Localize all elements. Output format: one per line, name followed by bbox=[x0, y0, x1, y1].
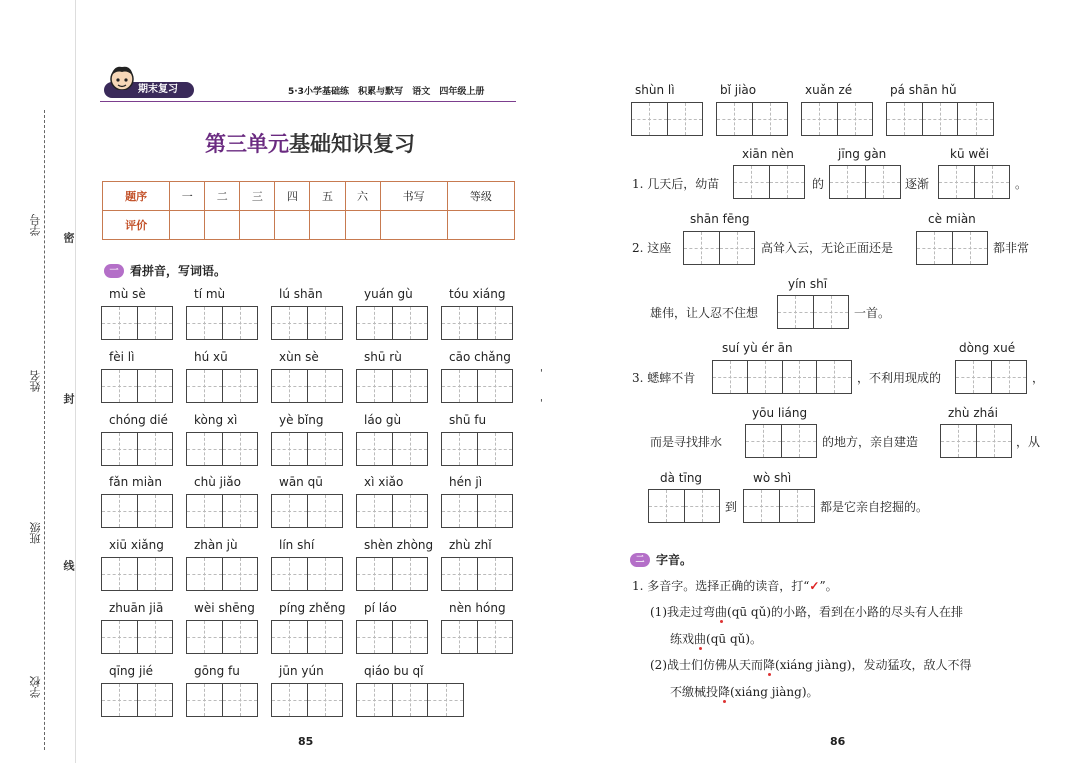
writing-box[interactable] bbox=[801, 102, 873, 136]
writing-box[interactable] bbox=[101, 494, 173, 528]
page-edge-line bbox=[75, 0, 76, 763]
writing-box[interactable] bbox=[441, 432, 513, 466]
sentence-3-line3-end: 都是它亲自挖掘的。 bbox=[820, 500, 929, 514]
seal-label-class: 班级 bbox=[29, 522, 42, 544]
writing-box[interactable] bbox=[441, 369, 513, 403]
pinyin-label: láo gù bbox=[364, 413, 402, 427]
writing-box[interactable] bbox=[441, 494, 513, 528]
writing-box[interactable] bbox=[356, 557, 428, 591]
item-text: 不缴械投 bbox=[670, 685, 719, 699]
writing-box[interactable] bbox=[356, 306, 428, 340]
writing-box[interactable] bbox=[356, 369, 428, 403]
sentence-2-line2: 雄伟，让人忍不住想 bbox=[650, 306, 759, 320]
dotted-char: 降 bbox=[763, 658, 776, 672]
pinyin-label: tí mù bbox=[194, 287, 226, 301]
sentence-1-end: 。 bbox=[1015, 177, 1028, 191]
writing-box[interactable] bbox=[356, 683, 464, 717]
writing-box[interactable] bbox=[716, 102, 788, 136]
grade-table-eval-row bbox=[103, 211, 515, 240]
mascot-icon bbox=[106, 64, 138, 98]
pinyin-label: yōu liáng bbox=[752, 406, 808, 420]
page-title bbox=[0, 128, 620, 158]
grade-cell: 书写 bbox=[380, 182, 447, 211]
pinyin-label: zhàn jù bbox=[194, 538, 238, 552]
writing-box[interactable] bbox=[886, 102, 994, 136]
writing-box[interactable] bbox=[186, 369, 258, 403]
section-1-number: 一 bbox=[104, 264, 124, 278]
writing-box[interactable] bbox=[356, 432, 428, 466]
pinyin-label: bǐ jiào bbox=[720, 83, 757, 97]
grade-cell: 六 bbox=[345, 182, 380, 211]
dotted-char: 曲 bbox=[694, 632, 707, 646]
writing-box[interactable] bbox=[271, 620, 343, 654]
pinyin-label: nèn hóng bbox=[449, 601, 506, 615]
pinyin-label: jīng gàn bbox=[838, 147, 887, 161]
pinyin-label: xuǎn zé bbox=[805, 83, 853, 97]
grade-cell-empty[interactable] bbox=[310, 211, 345, 240]
writing-box[interactable] bbox=[101, 683, 173, 717]
sentence-3-line3-mid: 到 bbox=[725, 500, 738, 514]
question-1-end: ”。 bbox=[819, 579, 838, 593]
pinyin-label: pá shān hǔ bbox=[890, 83, 957, 97]
grade-cell: 一 bbox=[170, 182, 205, 211]
pinyin-label: yè bǐng bbox=[279, 413, 324, 427]
pinyin-label: wèi shēng bbox=[194, 601, 255, 615]
item-2-line-2 bbox=[670, 683, 819, 700]
grade-table bbox=[102, 181, 515, 240]
writing-box[interactable] bbox=[101, 557, 173, 591]
grade-cell: 等级 bbox=[447, 182, 514, 211]
pinyin-label: yín shī bbox=[788, 277, 828, 291]
question-1-text: 1. 多音字。选择正确的读音，打“ bbox=[632, 579, 810, 593]
writing-box[interactable] bbox=[271, 494, 343, 528]
pinyin-label: píng zhěng bbox=[279, 601, 346, 615]
check-mark-icon: ✓ bbox=[809, 579, 820, 593]
seal-mark-feng: 封 bbox=[62, 393, 75, 404]
sentence-2-text: 高耸入云，无论正面还是 bbox=[761, 241, 894, 255]
seal-label-school: 学校 bbox=[29, 676, 42, 698]
item-text: 练戏 bbox=[670, 632, 695, 646]
pinyin-label: suí yù ér ān bbox=[722, 341, 793, 355]
dotted-char: 曲 bbox=[715, 605, 728, 619]
writing-box[interactable] bbox=[271, 369, 343, 403]
header-book-info: 5·3小学基础练 积累与默写 语文 四年级上册 bbox=[288, 87, 485, 97]
grade-cell: 二 bbox=[205, 182, 240, 211]
writing-box[interactable] bbox=[271, 683, 343, 717]
pinyin-label: chù jiǎo bbox=[194, 475, 241, 489]
pinyin-label: xùn sè bbox=[279, 350, 319, 364]
pinyin-label: yuán gù bbox=[364, 287, 413, 301]
item-text: (qū qǔ)。 bbox=[706, 632, 763, 646]
pinyin-label: kū wěi bbox=[950, 147, 989, 161]
pinyin-label: hén jì bbox=[449, 475, 483, 489]
writing-box[interactable] bbox=[441, 306, 513, 340]
title-unit: 第三单元 bbox=[205, 132, 289, 156]
pinyin-label: chóng dié bbox=[109, 413, 168, 427]
pinyin-label: lín shí bbox=[279, 538, 315, 552]
writing-box[interactable] bbox=[777, 295, 849, 329]
item-text: (2)战士们仿佛从天而 bbox=[650, 658, 763, 672]
grade-cell-empty[interactable] bbox=[345, 211, 380, 240]
seal-mark-mi: 密 bbox=[62, 232, 75, 243]
writing-box[interactable] bbox=[101, 306, 173, 340]
sentence-2-text: 都非常 bbox=[993, 241, 1030, 255]
grade-cell-empty[interactable] bbox=[380, 211, 447, 240]
pinyin-label: shèn zhòng bbox=[364, 538, 434, 552]
writing-box[interactable] bbox=[829, 165, 901, 199]
stray-mark: ' bbox=[540, 368, 543, 379]
writing-box[interactable] bbox=[916, 231, 988, 265]
writing-box[interactable] bbox=[101, 620, 173, 654]
grade-cell: 五 bbox=[310, 182, 345, 211]
sentence-3-line2-end: ，从 bbox=[1016, 435, 1041, 449]
grade-cell-empty[interactable] bbox=[275, 211, 310, 240]
pinyin-label: lú shān bbox=[279, 287, 323, 301]
pinyin-label: shān fēng bbox=[690, 212, 750, 226]
grade-cell: 三 bbox=[240, 182, 275, 211]
item-2-line-1 bbox=[650, 656, 972, 673]
item-text: (xiáng jiàng)。 bbox=[730, 685, 819, 699]
sentence-3-line2: 而是寻找排水 bbox=[650, 435, 723, 449]
writing-box[interactable] bbox=[186, 620, 258, 654]
seal-label-name: 姓名 bbox=[29, 370, 42, 392]
item-1-line-1 bbox=[650, 603, 963, 620]
pinyin-label: shū fu bbox=[449, 413, 487, 427]
grade-cell-empty[interactable] bbox=[205, 211, 240, 240]
writing-box[interactable] bbox=[733, 165, 805, 199]
section-1-title: 看拼音，写词语。 bbox=[130, 264, 227, 278]
pinyin-label: gōng fu bbox=[194, 664, 240, 678]
pinyin-label: wò shì bbox=[753, 471, 792, 485]
pinyin-label: fǎn miàn bbox=[109, 475, 162, 489]
sentence-1-prefix: 1. 几天后，幼苗 bbox=[632, 177, 720, 191]
grade-cell: 四 bbox=[275, 182, 310, 211]
writing-box[interactable] bbox=[101, 432, 173, 466]
pinyin-label: zhuān jiā bbox=[109, 601, 164, 615]
pinyin-label: zhù zhǐ bbox=[449, 538, 492, 552]
pinyin-label: xiū xiǎng bbox=[109, 538, 164, 552]
sentence-2-line2-end: 一首。 bbox=[854, 306, 891, 320]
section-1-heading bbox=[104, 262, 226, 279]
writing-box[interactable] bbox=[712, 360, 852, 394]
writing-box[interactable] bbox=[356, 494, 428, 528]
page-number-left: 85 bbox=[298, 735, 314, 748]
writing-box[interactable] bbox=[356, 620, 428, 654]
section-2-heading bbox=[630, 551, 692, 568]
writing-box[interactable] bbox=[186, 494, 258, 528]
section-2-title: 字音。 bbox=[656, 553, 693, 567]
pinyin-label: shùn lì bbox=[635, 83, 675, 97]
pinyin-label: mù sè bbox=[109, 287, 146, 301]
stray-mark: ' bbox=[540, 398, 543, 409]
grade-cell: 题序 bbox=[103, 182, 170, 211]
writing-box[interactable] bbox=[745, 424, 817, 458]
grade-cell-empty[interactable] bbox=[240, 211, 275, 240]
question-1-line bbox=[632, 577, 838, 594]
pinyin-label: kòng xì bbox=[194, 413, 238, 427]
writing-box[interactable] bbox=[631, 102, 703, 136]
pinyin-label: pí láo bbox=[364, 601, 397, 615]
item-text: (qū qǔ)的小路，看到在小路的尽头有人在排 bbox=[727, 605, 964, 619]
pinyin-label: jūn yún bbox=[279, 664, 324, 678]
seal-label-student-id: 学号 bbox=[29, 214, 42, 236]
pinyin-label: wān qū bbox=[279, 475, 323, 489]
writing-box[interactable] bbox=[955, 360, 1027, 394]
sentence-3-prefix: 3. 蟋蟀不肯 bbox=[632, 371, 696, 385]
sentence-3-text: ， bbox=[1032, 371, 1045, 385]
pinyin-label: cāo chǎng bbox=[449, 350, 511, 364]
pinyin-label: shū rù bbox=[364, 350, 402, 364]
pinyin-label: cè miàn bbox=[928, 212, 976, 226]
grade-cell-empty[interactable] bbox=[447, 211, 514, 240]
writing-box[interactable] bbox=[938, 165, 1010, 199]
item-1-line-2 bbox=[670, 630, 762, 647]
section-2-number: 二 bbox=[630, 553, 650, 567]
pinyin-label: zhù zhái bbox=[948, 406, 998, 420]
grade-cell-empty[interactable] bbox=[170, 211, 205, 240]
seal-mark-xian: 线 bbox=[62, 560, 75, 571]
writing-box[interactable] bbox=[441, 557, 513, 591]
sentence-1-text: 逐渐 bbox=[905, 177, 930, 191]
pinyin-label: fèi lì bbox=[109, 350, 135, 364]
pinyin-label: xì xiǎo bbox=[364, 475, 404, 489]
header-rule bbox=[100, 101, 516, 102]
writing-box[interactable] bbox=[271, 557, 343, 591]
sentence-2-prefix: 2. 这座 bbox=[632, 241, 672, 255]
writing-box[interactable] bbox=[648, 489, 720, 523]
pinyin-label: dòng xué bbox=[959, 341, 1016, 355]
page-number-right: 86 bbox=[830, 735, 846, 748]
grade-table-header-row bbox=[103, 182, 515, 211]
writing-box[interactable] bbox=[271, 432, 343, 466]
writing-box[interactable] bbox=[186, 683, 258, 717]
writing-box[interactable] bbox=[743, 489, 815, 523]
dotted-char: 降 bbox=[718, 685, 731, 699]
item-text: (xiáng jiàng)，发动猛攻，敌人不得 bbox=[775, 658, 972, 672]
title-rest: 基础知识复习 bbox=[289, 132, 415, 156]
pinyin-label: xiān nèn bbox=[742, 147, 794, 161]
seal-dashed-line bbox=[44, 110, 45, 750]
badge-label: 期末复习 bbox=[138, 84, 178, 95]
writing-box[interactable] bbox=[441, 620, 513, 654]
sentence-1-text: 的 bbox=[812, 177, 825, 191]
sentence-3-line2-mid: 的地方，亲自建造 bbox=[822, 435, 919, 449]
item-text: (1)我走过弯 bbox=[650, 605, 715, 619]
writing-box[interactable] bbox=[186, 557, 258, 591]
pinyin-label: dà tīng bbox=[660, 471, 703, 485]
pinyin-label: qiáo bu qǐ bbox=[364, 664, 424, 678]
pinyin-label: hú xū bbox=[194, 350, 228, 364]
writing-box[interactable] bbox=[101, 369, 173, 403]
writing-box[interactable] bbox=[683, 231, 755, 265]
grade-cell: 评价 bbox=[103, 211, 170, 240]
writing-box[interactable] bbox=[186, 306, 258, 340]
writing-box[interactable] bbox=[940, 424, 1012, 458]
sentence-3-text: ，不利用现成的 bbox=[857, 371, 942, 385]
pinyin-label: tóu xiáng bbox=[449, 287, 506, 301]
pinyin-label: qīng jié bbox=[109, 664, 154, 678]
writing-box[interactable] bbox=[186, 432, 258, 466]
writing-box[interactable] bbox=[271, 306, 343, 340]
